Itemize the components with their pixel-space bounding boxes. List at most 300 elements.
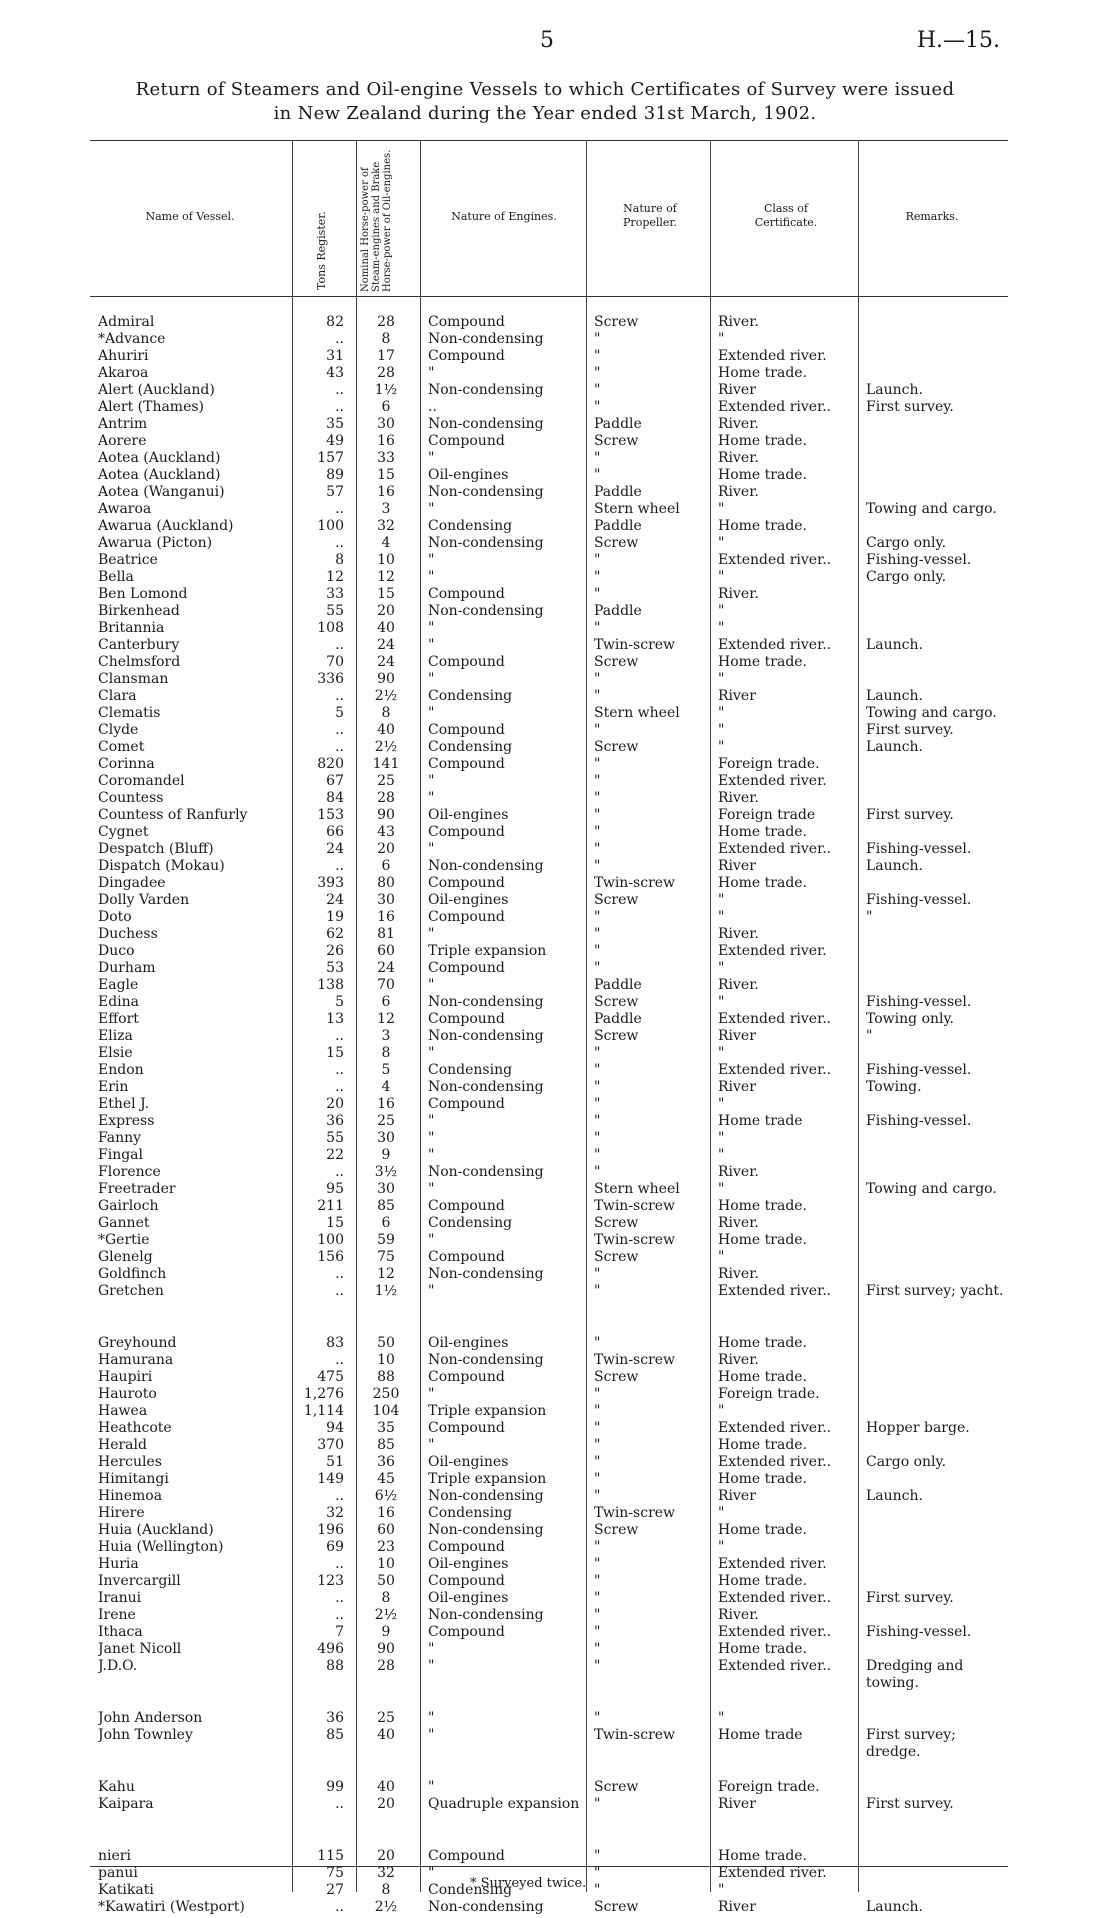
vessel-name: Ahuriri (98, 348, 149, 364)
vessel-name: Express (98, 1113, 155, 1129)
class-of-certificate: Home trade. (718, 1369, 808, 1385)
class-of-certificate: " (718, 535, 725, 551)
horse-power: 90 (377, 1641, 395, 1657)
table-row (0, 875, 1114, 892)
nature-of-propeller: " (594, 1130, 601, 1146)
horse-power: 28 (377, 790, 395, 806)
nature-of-propeller: " (594, 1658, 601, 1674)
nature-of-propeller: Twin-screw (594, 875, 676, 891)
table-row (0, 1420, 1114, 1437)
table-row (0, 484, 1114, 501)
class-of-certificate: River. (718, 314, 759, 330)
class-of-certificate: Extended river. (718, 1865, 827, 1881)
table-top-rule (90, 140, 1008, 141)
remarks: Fishing-vessel. (866, 1113, 972, 1129)
tons-register: 5 (335, 705, 344, 721)
table-row (0, 1624, 1114, 1641)
nature-of-engines: Compound (428, 1624, 505, 1640)
nature-of-propeller: " (594, 909, 601, 925)
vessel-name: Hamurana (98, 1352, 174, 1368)
horse-power: 36 (377, 1454, 395, 1470)
vessel-name: Florence (98, 1164, 161, 1180)
remarks: Cargo only. (866, 535, 947, 551)
tons-register: .. (335, 331, 344, 347)
horse-power: 12 (377, 1266, 395, 1282)
nature-of-propeller: " (594, 569, 601, 585)
nature-of-engines: Compound (428, 654, 505, 670)
horse-power: 10 (377, 1556, 395, 1572)
nature-of-propeller: Screw (594, 654, 639, 670)
class-of-certificate: " (718, 620, 725, 636)
tons-register: 89 (326, 467, 344, 483)
nature-of-engines: Triple expansion (428, 1471, 547, 1487)
tons-register: 13 (326, 1011, 344, 1027)
nature-of-propeller: " (594, 1062, 601, 1078)
horse-power: 3 (381, 1028, 391, 1044)
vessel-name: Clara (98, 688, 137, 704)
class-of-certificate: Home trade (718, 1727, 803, 1743)
class-of-certificate: Home trade. (718, 875, 808, 891)
tons-register: .. (335, 1556, 344, 1572)
tons-register: .. (335, 1079, 344, 1095)
vessel-name: Beatrice (98, 552, 158, 568)
remarks: " (866, 909, 873, 925)
nature-of-engines: Condensing (428, 1882, 513, 1898)
horse-power: 35 (377, 1420, 395, 1436)
horse-power: 85 (377, 1198, 395, 1214)
nature-of-propeller: " (594, 586, 601, 602)
remarks: Towing and cargo. (866, 705, 997, 721)
table-row (0, 1113, 1114, 1130)
horse-power: 88 (377, 1369, 395, 1385)
table-row (0, 943, 1114, 960)
horse-power: 30 (377, 1130, 395, 1146)
vessel-name: Huria (98, 1556, 139, 1572)
nature-of-propeller: Screw (594, 1899, 639, 1915)
tons-register: 84 (326, 790, 344, 806)
vessel-name: Hawea (98, 1403, 148, 1419)
remarks: Launch. (866, 688, 923, 704)
page-number: 5 (540, 28, 554, 53)
tons-register: .. (335, 1796, 344, 1812)
horse-power: 16 (377, 909, 395, 925)
vessel-name: Haupiri (98, 1369, 153, 1385)
vessel-name: Edina (98, 994, 140, 1010)
tons-register: .. (335, 1590, 344, 1606)
remarks: Launch. (866, 1488, 923, 1504)
nature-of-engines: " (428, 1181, 435, 1197)
horse-power: 16 (377, 1096, 395, 1112)
nature-of-engines: " (428, 841, 435, 857)
table-row (0, 348, 1114, 365)
tons-register: 496 (317, 1641, 344, 1657)
vessel-name: Endon (98, 1062, 144, 1078)
horse-power: 4 (381, 1079, 391, 1095)
horse-power: 75 (377, 1249, 395, 1265)
vessel-name: Eliza (98, 1028, 133, 1044)
tons-register: .. (335, 1352, 344, 1368)
horse-power: 16 (377, 433, 395, 449)
nature-of-engines: Compound (428, 1420, 505, 1436)
class-of-certificate: Home trade. (718, 518, 808, 534)
vessel-name: Kahu (98, 1779, 135, 1795)
nature-of-engines: Condensing (428, 739, 513, 755)
horse-power: 81 (377, 926, 395, 942)
class-of-certificate: River (718, 382, 756, 398)
class-of-certificate: Foreign trade. (718, 1779, 820, 1795)
vessel-name: Dispatch (Mokau) (98, 858, 225, 874)
class-of-certificate: River. (718, 484, 759, 500)
vessel-name: Clyde (98, 722, 139, 738)
table-row (0, 1607, 1114, 1624)
table-row (0, 416, 1114, 433)
horse-power: 28 (377, 365, 395, 381)
class-of-certificate: Extended river.. (718, 1420, 832, 1436)
tons-register: 149 (317, 1471, 344, 1487)
table-row (0, 1147, 1114, 1164)
nature-of-propeller: " (594, 1865, 601, 1881)
vessel-name: Hinemoa (98, 1488, 163, 1504)
table-row (0, 892, 1114, 909)
page-reference: H.—15. (916, 28, 1000, 53)
vessel-name: Duchess (98, 926, 158, 942)
tons-register: 32 (326, 1505, 344, 1521)
class-of-certificate: River. (718, 450, 759, 466)
tons-register: 24 (326, 892, 344, 908)
nature-of-propeller: " (594, 1045, 601, 1061)
nature-of-propeller: Screw (594, 739, 639, 755)
class-of-certificate: Home trade. (718, 1198, 808, 1214)
nature-of-propeller: Paddle (594, 603, 642, 619)
nature-of-propeller: " (594, 348, 601, 364)
nature-of-engines: Triple expansion (428, 943, 547, 959)
header-name: Name of Vessel. (145, 210, 235, 223)
table-row (0, 688, 1114, 705)
header-engines: Nature of Engines. (451, 210, 557, 223)
class-of-certificate: Extended river.. (718, 1283, 832, 1299)
nature-of-engines: " (428, 637, 435, 653)
nature-of-propeller: " (594, 467, 601, 483)
nature-of-propeller: " (594, 1283, 601, 1299)
table-row (0, 1215, 1114, 1232)
nature-of-engines: Non-condensing (428, 416, 544, 432)
tons-register: 62 (326, 926, 344, 942)
remarks: Fishing-vessel. (866, 841, 972, 857)
tons-register: 67 (326, 773, 344, 789)
vessel-name: nieri (98, 1848, 131, 1864)
table-row (0, 841, 1114, 858)
class-of-certificate: River. (718, 586, 759, 602)
nature-of-propeller: " (594, 773, 601, 789)
vessel-name: Irene (98, 1607, 136, 1623)
tons-register: 70 (326, 654, 344, 670)
table-row (0, 1045, 1114, 1062)
vessel-name: Doto (98, 909, 132, 925)
tons-register: 75 (326, 1865, 344, 1881)
vessel-name: Corinna (98, 756, 155, 772)
class-of-certificate: " (718, 671, 725, 687)
vessel-name: Katikati (98, 1882, 154, 1898)
vessel-name: Hirere (98, 1505, 145, 1521)
nature-of-engines: Compound (428, 722, 505, 738)
horse-power: 80 (377, 875, 395, 891)
tons-register: 123 (317, 1573, 344, 1589)
tons-register: 43 (326, 365, 344, 381)
vessel-name: Clansman (98, 671, 169, 687)
horse-power: 2½ (374, 688, 398, 704)
nature-of-propeller: " (594, 807, 601, 823)
remarks: Fishing-vessel. (866, 892, 972, 908)
nature-of-propeller: " (594, 688, 601, 704)
nature-of-propeller: Screw (594, 433, 639, 449)
nature-of-engines: Non-condensing (428, 382, 544, 398)
remarks: First survey. (866, 1796, 954, 1812)
vessel-name: Heathcote (98, 1420, 172, 1436)
title-line-1: Return of Steamers and Oil-engine Vessels to which Certificates of Survey were issued (135, 79, 955, 100)
nature-of-engines: Non-condensing (428, 1607, 544, 1623)
horse-power: 25 (377, 1710, 395, 1726)
nature-of-propeller: " (594, 926, 601, 942)
nature-of-engines: Quadruple expansion (428, 1796, 580, 1812)
nature-of-engines: " (428, 790, 435, 806)
tons-register: .. (335, 637, 344, 653)
nature-of-propeller: " (594, 1882, 601, 1898)
tons-register: 53 (326, 960, 344, 976)
horse-power: 16 (377, 1505, 395, 1521)
nature-of-engines: Condensing (428, 1062, 513, 1078)
horse-power: 15 (377, 586, 395, 602)
class-of-certificate: " (718, 1130, 725, 1146)
class-of-certificate: Home trade. (718, 1848, 808, 1864)
remarks: Launch. (866, 382, 923, 398)
table-row (0, 1369, 1114, 1386)
table-row (0, 1522, 1114, 1539)
class-of-certificate: " (718, 1249, 725, 1265)
tons-register: .. (335, 1062, 344, 1078)
remarks: First survey. (866, 722, 954, 738)
class-of-certificate: River (718, 1796, 756, 1812)
tons-register: 69 (326, 1539, 344, 1555)
tons-register: .. (335, 1266, 344, 1282)
nature-of-engines: " (428, 1437, 435, 1453)
remarks: Launch. (866, 739, 923, 755)
nature-of-propeller: Screw (594, 1369, 639, 1385)
vessel-name: Huia (Wellington) (98, 1539, 224, 1555)
nature-of-propeller: Stern wheel (594, 1181, 680, 1197)
header-tons: Tons Register. (315, 211, 328, 290)
horse-power: 9 (381, 1147, 391, 1163)
class-of-certificate: Foreign trade (718, 807, 816, 823)
nature-of-engines: Compound (428, 1573, 505, 1589)
horse-power: 6½ (374, 1488, 398, 1504)
class-of-certificate: Extended river.. (718, 399, 832, 415)
class-of-certificate: Home trade. (718, 654, 808, 670)
nature-of-propeller: Screw (594, 1779, 639, 1795)
vessel-name: Invercargill (98, 1573, 181, 1589)
tons-register: 370 (317, 1437, 344, 1453)
nature-of-engines: " (428, 1865, 435, 1881)
horse-power: 70 (377, 977, 395, 993)
remarks: Towing and cargo. (866, 501, 997, 517)
tons-register: 36 (326, 1113, 344, 1129)
class-of-certificate: River. (718, 416, 759, 432)
class-of-certificate: Home trade. (718, 467, 808, 483)
table-row (0, 807, 1114, 824)
nature-of-propeller: " (594, 399, 601, 415)
nature-of-propeller: Screw (594, 1522, 639, 1538)
nature-of-propeller: " (594, 790, 601, 806)
remarks: First survey; dredge. (866, 1727, 956, 1760)
tons-register: 5 (335, 994, 344, 1010)
tons-register: 8 (335, 552, 344, 568)
class-of-certificate: Home trade (718, 1113, 803, 1129)
tons-register: 15 (326, 1045, 344, 1061)
tons-register: 157 (317, 450, 344, 466)
tons-register: 57 (326, 484, 344, 500)
nature-of-engines: Non-condensing (428, 331, 544, 347)
horse-power: 28 (377, 1658, 395, 1674)
nature-of-propeller: " (594, 1848, 601, 1864)
nature-of-engines: " (428, 1658, 435, 1674)
table-row (0, 1232, 1114, 1249)
horse-power: 1½ (374, 382, 398, 398)
tons-register: 83 (326, 1335, 344, 1351)
nature-of-propeller: " (594, 1710, 601, 1726)
horse-power: 24 (377, 960, 395, 976)
horse-power: 5 (381, 1062, 391, 1078)
tons-register: 55 (326, 603, 344, 619)
nature-of-propeller: " (594, 331, 601, 347)
tons-register: 26 (326, 943, 344, 959)
remarks: Fishing-vessel. (866, 1062, 972, 1078)
nature-of-engines: Compound (428, 1249, 505, 1265)
horse-power: 8 (381, 331, 391, 347)
table-row (0, 960, 1114, 977)
vessel-name: Birkenhead (98, 603, 180, 619)
table-row (0, 1710, 1114, 1727)
vessel-name: Awarua (Picton) (98, 535, 213, 551)
nature-of-engines: Oil-engines (428, 1454, 509, 1470)
nature-of-propeller: " (594, 1573, 601, 1589)
class-of-certificate: " (718, 1710, 725, 1726)
table-row (0, 654, 1114, 671)
table-row (0, 1779, 1114, 1796)
tons-register: 156 (317, 1249, 344, 1265)
nature-of-propeller: Screw (594, 892, 639, 908)
class-of-certificate: Extended river. (718, 348, 827, 364)
class-of-certificate: " (718, 1045, 725, 1061)
tons-register: 1,276 (303, 1386, 344, 1402)
vessel-name: Freetrader (98, 1181, 176, 1197)
nature-of-engines: " (428, 569, 435, 585)
horse-power: 8 (381, 1590, 391, 1606)
horse-power: 12 (377, 569, 395, 585)
nature-of-engines: " (428, 1147, 435, 1163)
table-row (0, 1130, 1114, 1147)
nature-of-propeller: " (594, 1471, 601, 1487)
horse-power: 3½ (374, 1164, 398, 1180)
nature-of-engines: Non-condensing (428, 1079, 544, 1095)
nature-of-engines: Oil-engines (428, 1590, 509, 1606)
tons-register: .. (335, 1028, 344, 1044)
horse-power: 60 (377, 1522, 395, 1538)
nature-of-propeller: " (594, 620, 601, 636)
class-of-certificate: " (718, 1403, 725, 1419)
tons-register: 51 (326, 1454, 344, 1470)
table-row (0, 977, 1114, 994)
nature-of-propeller: " (594, 858, 601, 874)
nature-of-engines: Non-condensing (428, 1522, 544, 1538)
nature-of-propeller: Stern wheel (594, 705, 680, 721)
table-row (0, 1641, 1114, 1658)
table-row (0, 739, 1114, 756)
table-row (0, 1505, 1114, 1522)
horse-power: 50 (377, 1573, 395, 1589)
vessel-name: Iranui (98, 1590, 142, 1606)
table-row (0, 1573, 1114, 1590)
table-row (0, 1266, 1114, 1283)
nature-of-engines: " (428, 977, 435, 993)
table-row (0, 1011, 1114, 1028)
table-row (0, 1028, 1114, 1045)
class-of-certificate: " (718, 1181, 725, 1197)
nature-of-propeller: " (594, 1335, 601, 1351)
nature-of-propeller: " (594, 841, 601, 857)
table-row (0, 1727, 1114, 1761)
table-row (0, 1488, 1114, 1505)
table-row (0, 1437, 1114, 1454)
class-of-certificate: River (718, 1488, 756, 1504)
tons-register: .. (335, 399, 344, 415)
nature-of-engines: Oil-engines (428, 467, 509, 483)
vessel-name: Duco (98, 943, 135, 959)
class-of-certificate: River (718, 1899, 756, 1915)
vessel-name: Erin (98, 1079, 129, 1095)
class-of-certificate: " (718, 892, 725, 908)
nature-of-propeller: " (594, 1113, 601, 1129)
nature-of-engines: Compound (428, 1198, 505, 1214)
vessel-name: Akaroa (98, 365, 149, 381)
class-of-certificate: " (718, 722, 725, 738)
class-of-certificate: River. (718, 1266, 759, 1282)
class-of-certificate: Foreign trade. (718, 1386, 820, 1402)
nature-of-engines: Compound (428, 433, 505, 449)
nature-of-engines: Condensing (428, 518, 513, 534)
footnote: * Surveyed twice. (470, 1876, 587, 1891)
class-of-certificate: Extended river.. (718, 1011, 832, 1027)
tons-register: 94 (326, 1420, 344, 1436)
nature-of-engines: Non-condensing (428, 535, 544, 551)
table-row (0, 858, 1114, 875)
vessel-name: Canterbury (98, 637, 180, 653)
tons-register: 31 (326, 348, 344, 364)
vessel-name: Gannet (98, 1215, 150, 1231)
header-bottom-rule (90, 296, 1008, 297)
horse-power: 2½ (374, 1899, 398, 1915)
class-of-certificate: Home trade. (718, 1471, 808, 1487)
table-row (0, 1556, 1114, 1573)
horse-power: 59 (377, 1232, 395, 1248)
tons-register: 153 (317, 807, 344, 823)
class-of-certificate: Extended river.. (718, 1454, 832, 1470)
tons-register: .. (335, 1283, 344, 1299)
vessel-name: Ithaca (98, 1624, 143, 1640)
class-of-certificate: " (718, 739, 725, 755)
table-row (0, 1164, 1114, 1181)
vessel-name: Aotea (Auckland) (98, 450, 221, 466)
tons-register: 15 (326, 1215, 344, 1231)
vessel-name: Aorere (98, 433, 147, 449)
